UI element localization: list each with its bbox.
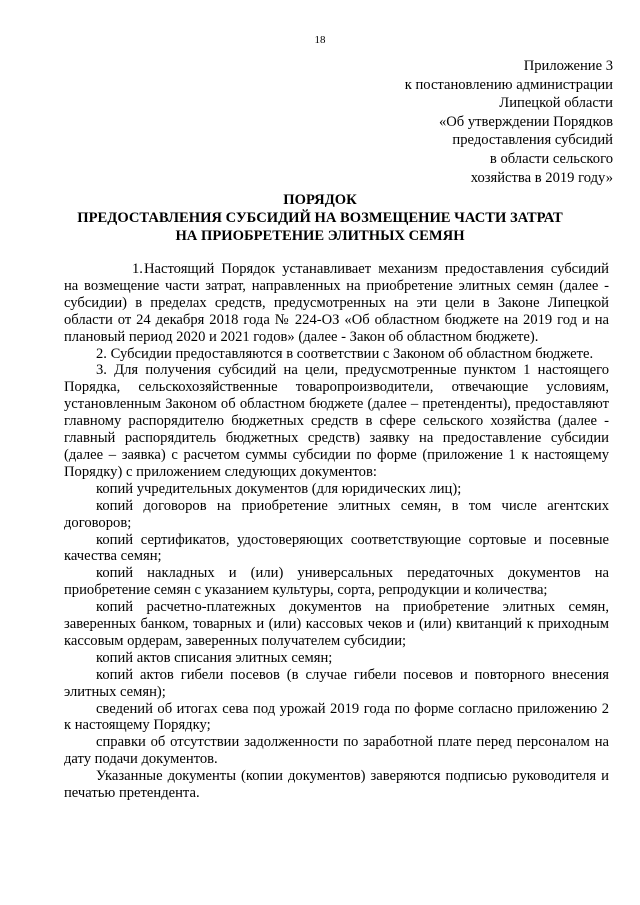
title-line: ПРЕДОСТАВЛЕНИЯ СУБСИДИЙ НА ВОЗМЕЩЕНИЕ ЧАСТИ ЗАТРАТ [77,210,563,226]
appendix-header [293,57,613,187]
document-body [64,261,609,802]
paragraph: Указанные документы (копии документов) заверяются подписью руководителя и печатью претендента. [64,768,609,802]
paragraph: 2. Субсидии предоставляются в соответствии с Законом об областном бюджете. [96,345,594,362]
list-item: копий расчетно-платежных документов на приобретение элитных семян, заверенных банком, товарных и (или) кассовых чеков и (или) квитанций к приходным кассовым ордерам, заверенных получателем субсидии; [64,599,609,649]
appendix-line: хозяйства в 2019 году» [470,169,613,186]
list-item: копий договоров на приобретение элитных семян, в том числе агентских договоров; [64,497,609,531]
list-item: копий сертификатов, удостоверяющих соответствующие сортовые и посевные качества семян; [64,531,609,565]
paragraph-text: Настоящий Порядок устанавливает механизм предоставления субсидий на возмещение части затрат, направленных на приобретение элитных семян (далее - субсидии) в пределах средств, предусмотренных на эти цели в Законе Липецкой области от 24 декабря 2018 года № 224-ОЗ «Об областном бюджете на 2019 год и на плановый период 2020 и 2021 годов» (далее - Закон об областном бюджете). [64,261,609,345]
document-title [0,191,640,245]
list-item: справки об отсутствии задолженности по заработной плате перед персоналом на дату подачи документов. [64,734,609,768]
appendix-line: «Об утверждении Порядков [438,113,613,130]
list-item: копий накладных и (или) универсальных передаточных документов на приобретение семян с указанием культуры, сорта, репродукции и количества; [64,565,609,599]
list-item: копий актов гибели посевов (в случае гибели посевов и повторного внесения элитных семян); [64,666,609,700]
title-line: НА ПРИОБРЕТЕНИЕ ЭЛИТНЫХ СЕМЯН [175,228,465,244]
appendix-line: Приложение 3 [523,58,613,74]
appendix-line: предоставления субсидий [452,132,613,149]
list-item: копий учредительных документов (для юридических лиц); [96,480,462,497]
paragraph-number: 1. [132,261,143,277]
paragraph: 3. Для получения субсидий на цели, предусмотренные пунктом 1 настоящего Порядка, сельскохозяйственные товаропроизводители, отвечающие условиям, установленным Законом об областном бюджете (далее – претенденты), предоставляют главному распорядителю бюджетных средств в сфере сельского хозяйства (далее - главный распорядитель бюджетных средств) заявку на предоставление субсидии (далее – заявка) с расчетом суммы субсидии по форме (приложение 1 к настоящему Порядку) с приложением следующих документов: [64,362,609,480]
list-item: копий актов списания элитных семян; [96,649,333,666]
page-number: 18 [314,34,326,46]
list-item: сведений об итогах сева под урожай 2019 года по форме согласно приложению 2 к настоящему Порядку; [64,700,609,734]
appendix-line: в области сельского [489,150,613,167]
appendix-line: к постановлению администрации [404,76,613,93]
title-line: ПОРЯДОК [283,192,357,208]
appendix-line: Липецкой области [499,95,613,112]
paragraph-1 [64,261,609,346]
